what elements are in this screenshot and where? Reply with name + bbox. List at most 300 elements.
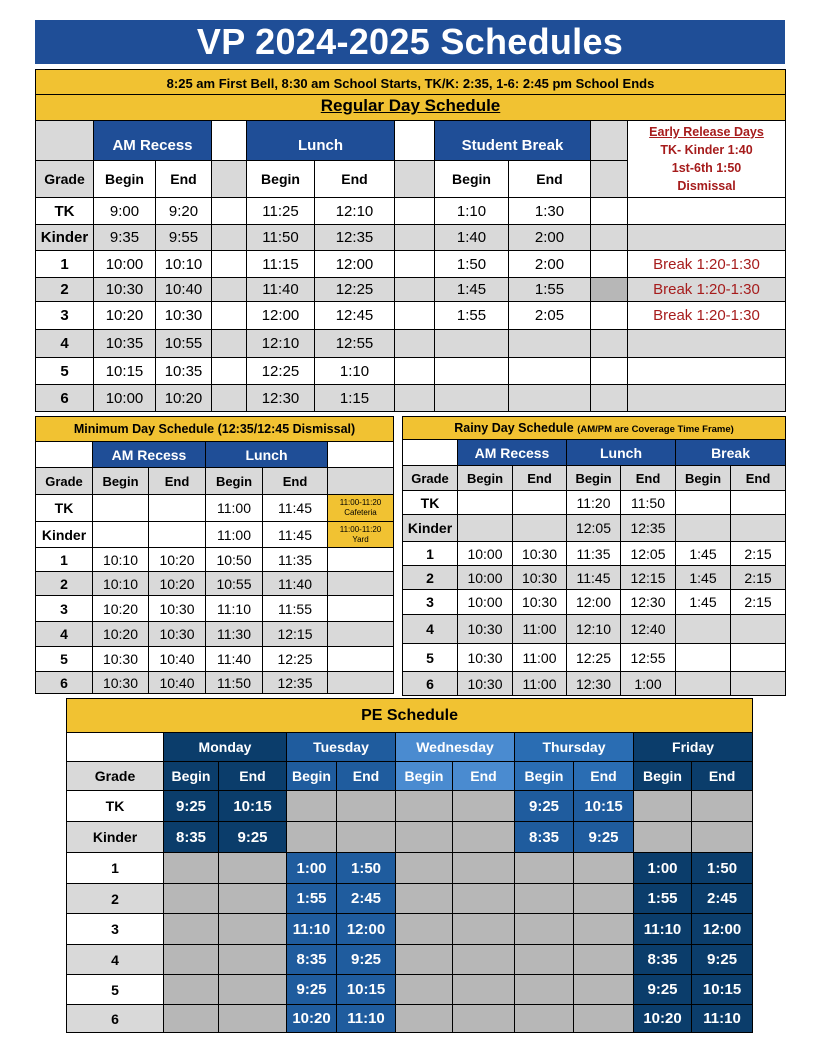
time-cell [164,1005,219,1033]
end-column-header: End [692,762,753,791]
grade-cell: 4 [36,330,94,358]
time-cell: 10:20 [93,596,149,622]
time-cell [676,672,731,696]
time-cell: 11:45 [263,522,328,548]
time-cell: 11:25 [247,198,315,225]
time-cell: 9:35 [94,225,156,251]
time-cell: 11:10 [692,1005,753,1033]
time-cell: 10:30 [94,278,156,302]
early-release-line: TK- Kinder 1:40 [660,143,753,157]
time-cell: 12:40 [621,615,676,644]
time-cell [676,644,731,672]
friday-header: Friday [634,733,753,762]
time-cell: 1:15 [315,385,395,412]
note-place: Yard [352,534,369,544]
pe-schedule-title: PE Schedule [67,699,753,733]
time-cell: 1:10 [435,198,509,225]
end-column-header: End [156,161,212,198]
table-row [67,945,753,975]
begin-column-header: Begin [634,762,692,791]
grade-cell: 4 [67,945,164,975]
table-row [36,522,394,548]
time-cell: 2:00 [509,225,591,251]
table-row [403,644,786,672]
time-cell: 10:15 [219,791,287,822]
lunch-header: Lunch [206,442,328,468]
note-cell [628,385,786,412]
time-cell: 1:55 [509,278,591,302]
grade-cell: 4 [403,615,458,644]
begin-column-header: Begin [287,762,337,791]
time-cell [453,853,515,884]
note-cell: Break 1:20-1:30 [628,302,786,330]
time-cell [219,853,287,884]
time-cell: 10:30 [93,647,149,672]
spacer-cell [212,278,247,302]
time-cell [634,822,692,853]
time-cell: 10:20 [287,1005,337,1033]
time-cell: 11:35 [567,542,621,566]
time-cell [574,914,634,945]
time-cell [513,491,567,515]
time-cell: 12:15 [621,566,676,590]
spacer-cell [328,468,394,495]
grade-cell: TK [67,791,164,822]
time-cell [164,884,219,914]
begin-column-header: Begin [515,762,574,791]
spacer-cell [212,358,247,385]
spacer-cell [395,121,435,161]
time-cell: 12:05 [621,542,676,566]
spacer-cell [212,251,247,278]
page-title: VP 2024-2025 Schedules [35,20,785,64]
time-cell [219,975,287,1005]
break-header: Break [676,440,786,466]
time-cell [453,822,515,853]
time-cell [93,522,149,548]
grade-column-header: Grade [403,466,458,491]
spacer-cell [395,385,435,412]
lunch-header: Lunch [247,121,395,161]
spacer-cell [328,442,394,468]
time-cell [515,853,574,884]
grade-cell: 2 [36,278,94,302]
time-cell: 11:50 [247,225,315,251]
time-cell: 10:30 [149,622,206,647]
spacer-cell [591,385,628,412]
time-cell [453,945,515,975]
note-time: 11:00-11:20 [339,524,382,534]
time-cell: 12:30 [567,672,621,696]
regular-schedule-heading: Regular Day Schedule [36,95,786,121]
grade-cell: 2 [403,566,458,590]
grade-cell: 1 [36,548,93,572]
table-row [36,622,394,647]
grade-cell: 6 [403,672,458,696]
end-column-header: End [263,468,328,495]
time-cell [692,822,753,853]
early-release-line: Dismissal [677,179,736,193]
time-cell [458,491,513,515]
time-cell: 9:25 [164,791,219,822]
time-cell [453,914,515,945]
time-cell: 10:20 [93,622,149,647]
time-cell: 11:10 [634,914,692,945]
time-cell: 1:45 [435,278,509,302]
bell-info: 8:25 am First Bell, 8:30 am School Starts, TK/K: 2:35, 1-6: 2:45 pm School Ends [36,70,786,95]
time-cell [574,945,634,975]
time-cell [219,914,287,945]
time-cell: 10:40 [156,278,212,302]
end-column-header: End [315,161,395,198]
time-cell: 10:30 [513,590,567,615]
time-cell: 10:30 [458,644,513,672]
time-cell: 9:25 [692,945,753,975]
time-cell: 9:25 [337,945,396,975]
table-row [67,884,753,914]
time-cell [453,975,515,1005]
grade-cell: Kinder [36,522,93,548]
time-cell: 1:00 [634,853,692,884]
end-column-header: End [621,466,676,491]
grade-cell: 1 [403,542,458,566]
time-cell: 10:35 [94,330,156,358]
time-cell: 1:10 [315,358,395,385]
time-cell: 1:45 [676,590,731,615]
time-cell: 12:45 [315,302,395,330]
wednesday-header: Wednesday [396,733,515,762]
time-cell: 10:55 [156,330,212,358]
time-cell: 1:50 [337,853,396,884]
time-cell: 9:25 [574,822,634,853]
time-cell: 10:10 [156,251,212,278]
table-row [36,225,786,251]
grade-cell: 1 [36,251,94,278]
time-cell [458,515,513,542]
table-row [36,495,394,522]
time-cell: 10:20 [94,302,156,330]
time-cell [396,822,453,853]
time-cell: 11:40 [247,278,315,302]
time-cell: 1:00 [287,853,337,884]
time-cell: 1:55 [287,884,337,914]
time-cell: 10:20 [149,548,206,572]
time-cell [731,672,786,696]
table-row [67,975,753,1005]
time-cell: 2:15 [731,590,786,615]
time-cell: 12:55 [315,330,395,358]
time-cell: 11:00 [206,522,263,548]
time-cell: 10:40 [149,672,206,694]
grade-cell: TK [36,495,93,522]
table-row [403,566,786,590]
time-cell: 9:20 [156,198,212,225]
time-cell: 9:25 [287,975,337,1005]
time-cell [634,791,692,822]
grade-cell: Kinder [36,225,94,251]
begin-column-header: Begin [164,762,219,791]
time-cell: 11:40 [263,572,328,596]
time-cell [574,884,634,914]
grade-cell: 3 [36,302,94,330]
minimum-day-schedule-table [35,416,394,694]
grade-cell: 6 [36,385,94,412]
rainy-subtitle: (AM/PM are Coverage Time Frame) [577,424,734,435]
time-cell: 9:55 [156,225,212,251]
spacer-cell [328,596,394,622]
thursday-header: Thursday [515,733,634,762]
time-cell: 10:20 [156,385,212,412]
note-cell [628,358,786,385]
time-cell: 9:25 [515,791,574,822]
table-row [36,596,394,622]
time-cell [337,822,396,853]
time-cell: 10:10 [93,548,149,572]
grade-cell: 1 [67,853,164,884]
grade-cell: Kinder [403,515,458,542]
end-column-header: End [731,466,786,491]
begin-column-header: Begin [93,468,149,495]
time-cell: 12:25 [567,644,621,672]
time-cell: 1:55 [634,884,692,914]
begin-column-header: Begin [94,161,156,198]
time-cell: 11:45 [567,566,621,590]
time-cell [676,491,731,515]
spacer-cell [212,198,247,225]
time-cell: 10:35 [156,358,212,385]
time-cell: 11:00 [513,672,567,696]
table-row [67,853,753,884]
time-cell [396,914,453,945]
time-cell: 12:15 [263,622,328,647]
table-row [36,278,786,302]
grade-cell: 3 [36,596,93,622]
end-column-header: End [219,762,287,791]
time-cell: 8:35 [515,822,574,853]
time-cell: 10:30 [149,596,206,622]
table-row [403,590,786,615]
spacer-cell [591,358,628,385]
time-cell: 10:15 [337,975,396,1005]
time-cell: 12:10 [315,198,395,225]
time-cell: 11:20 [567,491,621,515]
spacer-cell [591,302,628,330]
spacer-cell [395,358,435,385]
recess-note-cell [328,495,394,522]
end-column-header: End [509,161,591,198]
time-cell: 12:10 [247,330,315,358]
spacer-cell [395,251,435,278]
end-column-header: End [149,468,206,495]
early-release-title: Early Release Days [649,125,764,139]
time-cell [164,914,219,945]
time-cell [287,791,337,822]
table-row [36,330,786,358]
spacer-cell [395,225,435,251]
time-cell [219,945,287,975]
time-cell [396,791,453,822]
end-column-header: End [574,762,634,791]
time-cell: 2:00 [509,251,591,278]
note-time: 11:00-11:20 [339,498,382,507]
time-cell: 10:30 [458,672,513,696]
time-cell: 12:00 [247,302,315,330]
begin-column-header: Begin [435,161,509,198]
regular-day-schedule-table [35,69,786,412]
time-cell: 11:50 [206,672,263,694]
table-row [67,1005,753,1033]
grade-cell: Kinder [67,822,164,853]
time-cell [513,515,567,542]
grade-cell: 2 [36,572,93,596]
table-row [36,385,786,412]
grade-cell: TK [403,491,458,515]
time-cell: 1:50 [692,853,753,884]
spacer-cell [395,278,435,302]
time-cell [164,853,219,884]
table-row [36,198,786,225]
spacer-cell [591,198,628,225]
monday-header: Monday [164,733,287,762]
time-cell: 9:00 [94,198,156,225]
time-cell: 10:00 [458,566,513,590]
time-cell: 12:55 [621,644,676,672]
time-cell: 12:25 [263,647,328,672]
time-cell [396,945,453,975]
end-column-header: End [337,762,396,791]
time-cell: 10:15 [574,791,634,822]
spacer-cell [395,161,435,198]
time-cell [692,791,753,822]
time-cell: 10:30 [458,615,513,644]
time-cell [509,330,591,358]
begin-column-header: Begin [396,762,453,791]
grade-column-header: Grade [36,161,94,198]
note-cell: Break 1:20-1:30 [628,251,786,278]
time-cell: 10:20 [149,572,206,596]
time-cell: 11:55 [263,596,328,622]
end-column-header: End [453,762,515,791]
spacer-cell [36,442,93,468]
table-row [403,491,786,515]
time-cell: 12:25 [247,358,315,385]
time-cell [453,791,515,822]
time-cell [396,884,453,914]
time-cell: 10:50 [206,548,263,572]
grade-cell: TK [36,198,94,225]
time-cell [435,330,509,358]
time-cell [337,791,396,822]
time-cell: 10:15 [692,975,753,1005]
time-cell: 9:25 [634,975,692,1005]
grade-column-header: Grade [36,468,93,495]
pe-schedule-table [66,698,753,1033]
table-row [67,822,753,853]
time-cell: 10:30 [513,566,567,590]
time-cell: 12:35 [621,515,676,542]
grade-cell: 2 [67,884,164,914]
time-cell [149,495,206,522]
lunch-header: Lunch [567,440,676,466]
spacer-cell [328,622,394,647]
time-cell: 11:10 [206,596,263,622]
spacer-cell [395,198,435,225]
time-cell: 12:00 [315,251,395,278]
time-cell: 11:00 [513,615,567,644]
time-cell: 1:45 [676,542,731,566]
time-cell: 11:45 [263,495,328,522]
time-cell: 1:45 [676,566,731,590]
spacer-cell [403,440,458,466]
time-cell [93,495,149,522]
note-cell [628,330,786,358]
time-cell: 12:10 [567,615,621,644]
am-recess-header: AM Recess [93,442,206,468]
time-cell [453,1005,515,1033]
time-cell: 12:00 [692,914,753,945]
am-recess-header: AM Recess [458,440,567,466]
spacer-cell [212,161,247,198]
time-cell: 12:05 [567,515,621,542]
table-row [403,615,786,644]
time-cell: 8:35 [164,822,219,853]
minimum-schedule-title: Minimum Day Schedule (12:35/12:45 Dismissal) [36,417,394,442]
grade-cell: 5 [36,647,93,672]
spacer-cell [212,225,247,251]
time-cell: 12:35 [263,672,328,694]
time-cell: 11:00 [513,644,567,672]
spacer-cell [67,733,164,762]
time-cell [676,615,731,644]
time-cell: 8:35 [287,945,337,975]
time-cell: 11:30 [206,622,263,647]
rainy-day-schedule-table [402,416,786,696]
time-cell: 11:50 [621,491,676,515]
time-cell: 12:30 [247,385,315,412]
spacer-cell [591,161,628,198]
time-cell: 1:40 [435,225,509,251]
spacer-cell [591,278,628,302]
time-cell: 1:50 [435,251,509,278]
time-cell: 10:10 [93,572,149,596]
table-row [36,647,394,672]
time-cell [515,945,574,975]
time-cell: 1:00 [621,672,676,696]
spacer-cell [395,330,435,358]
time-cell: 1:55 [435,302,509,330]
time-cell [149,522,206,548]
time-cell: 11:10 [287,914,337,945]
tuesday-header: Tuesday [287,733,396,762]
time-cell: 10:20 [634,1005,692,1033]
early-release-note [628,121,786,198]
spacer-cell [328,548,394,572]
time-cell [453,884,515,914]
time-cell: 10:30 [513,542,567,566]
begin-column-header: Begin [458,466,513,491]
time-cell: 1:30 [509,198,591,225]
grade-cell: 6 [36,672,93,694]
table-row [36,302,786,330]
time-cell [509,358,591,385]
spacer-cell [591,121,628,161]
begin-column-header: Begin [676,466,731,491]
time-cell: 9:25 [219,822,287,853]
begin-column-header: Begin [206,468,263,495]
time-cell [396,1005,453,1033]
spacer-cell [212,385,247,412]
time-cell: 10:00 [94,385,156,412]
